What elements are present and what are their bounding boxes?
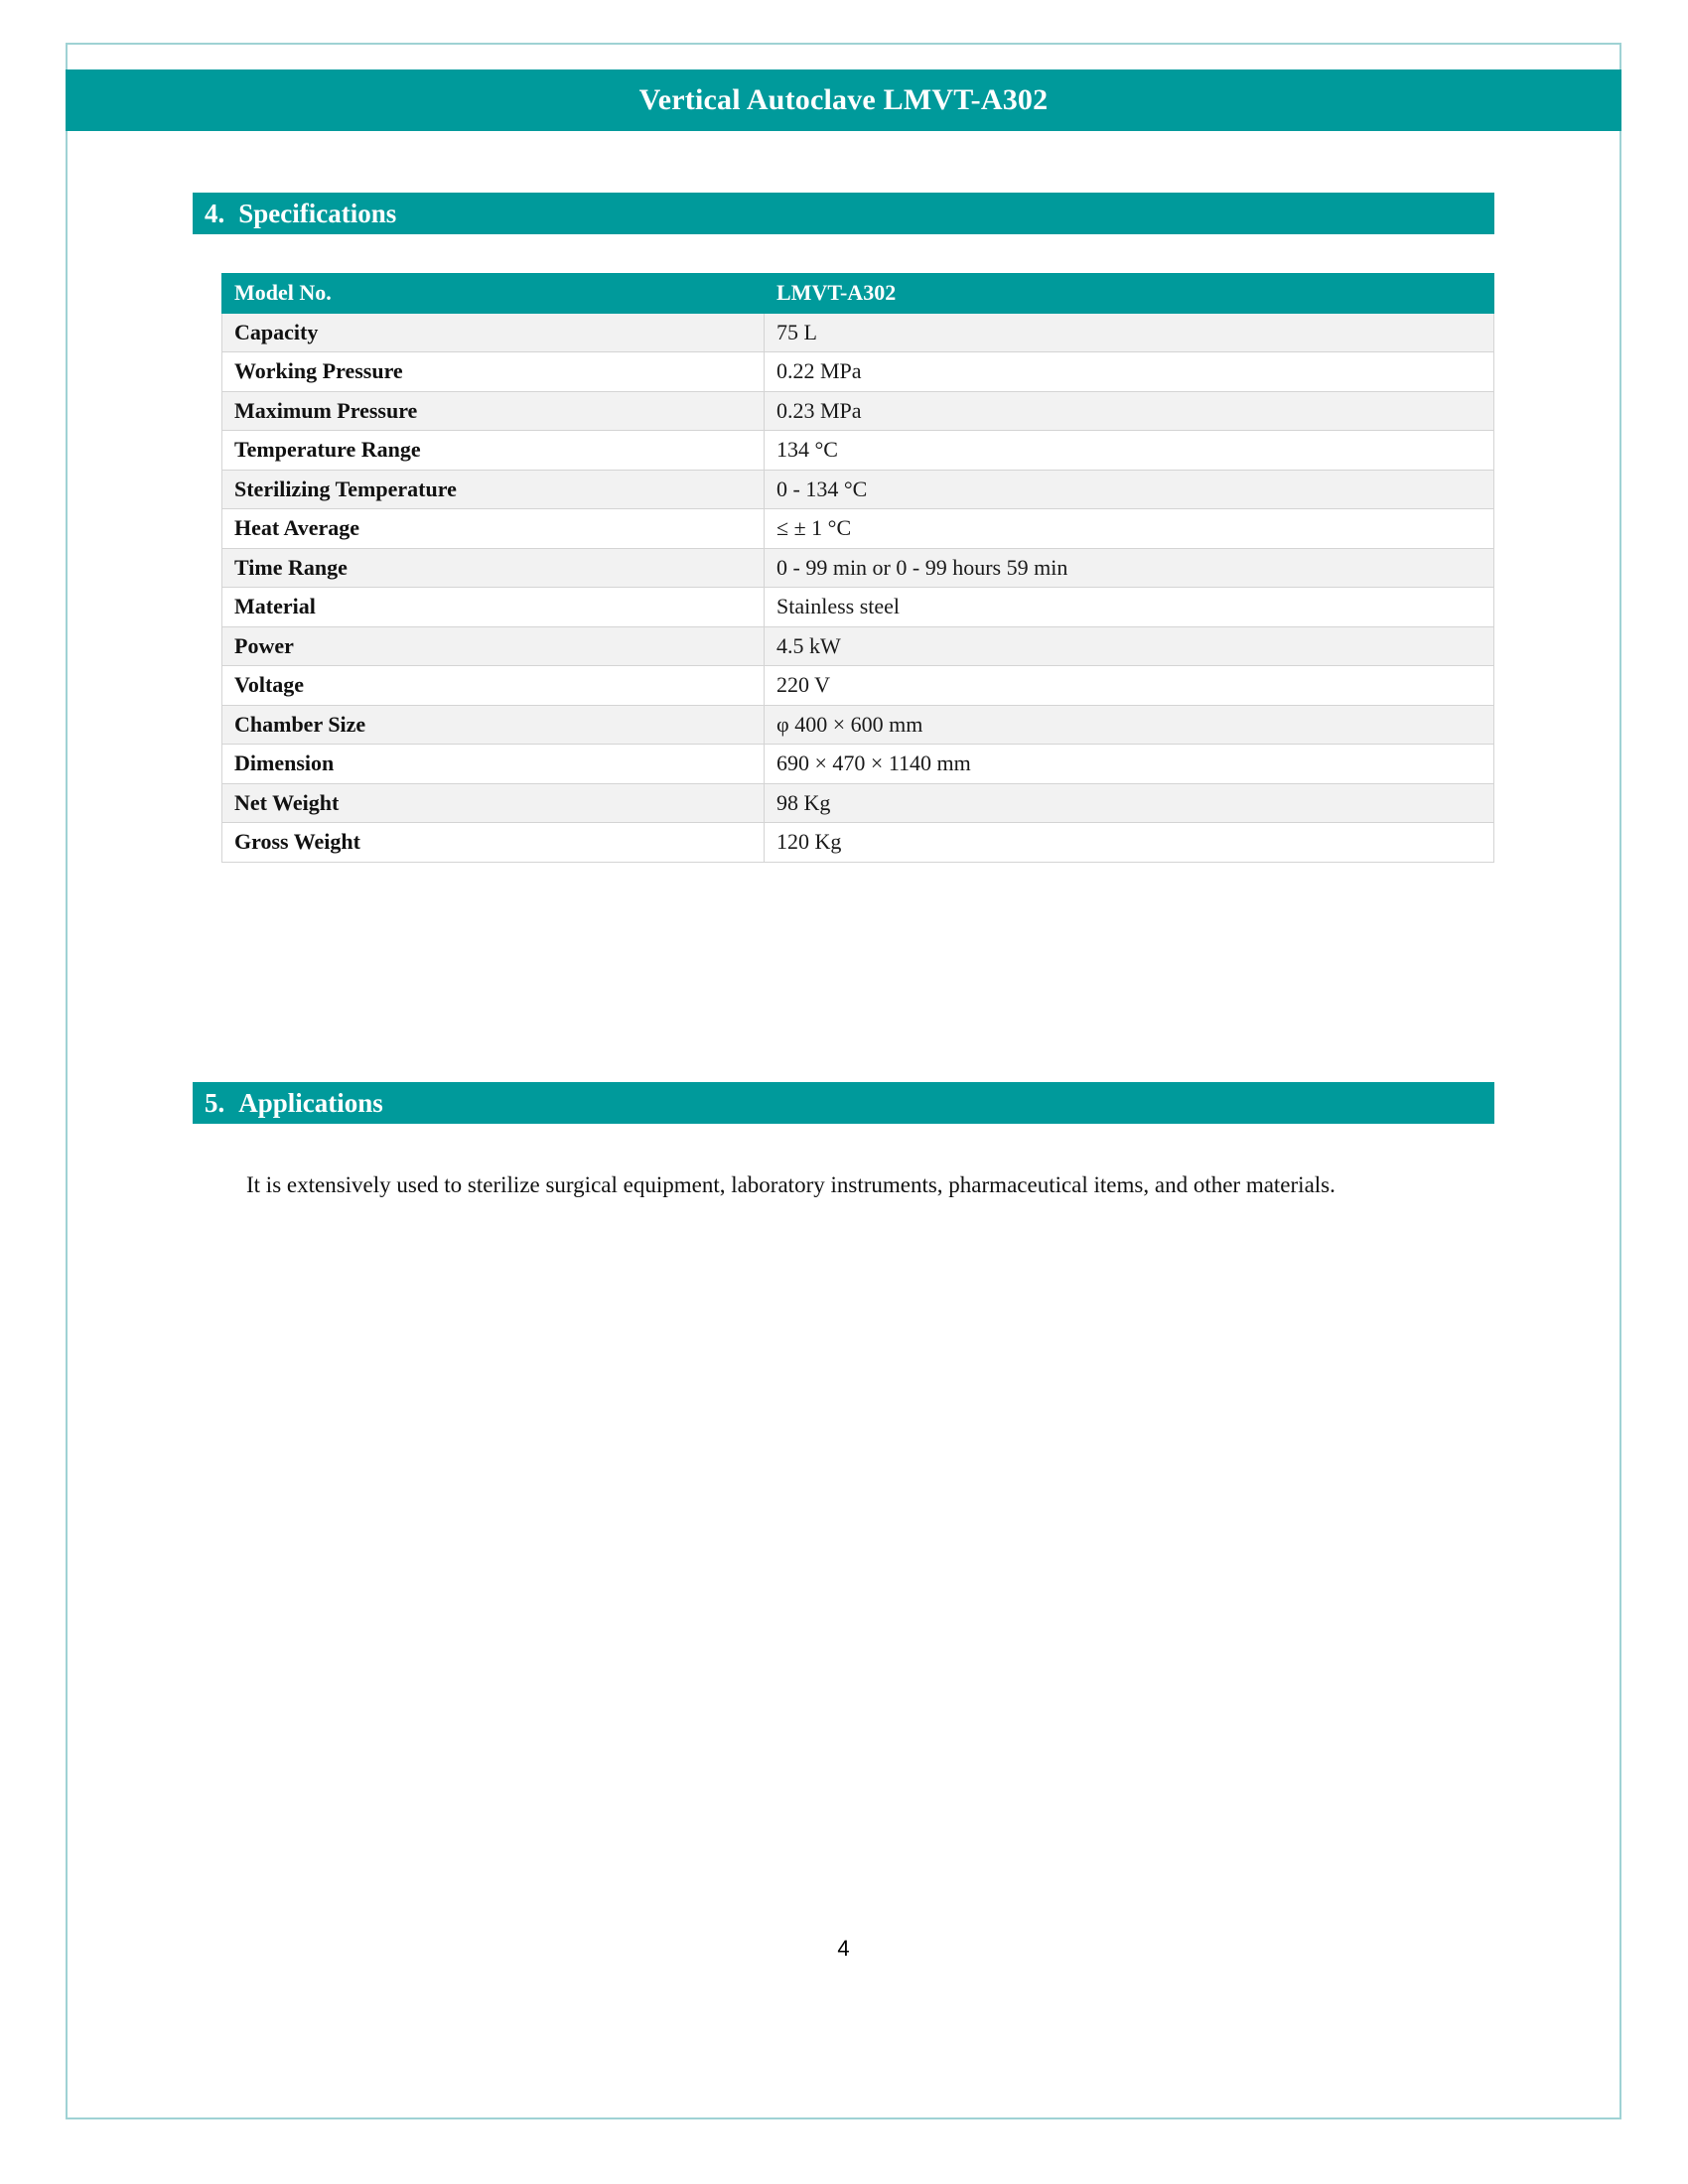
table-cell-value: 75 L [765, 313, 1494, 352]
table-cell-key: Net Weight [222, 783, 765, 823]
table-cell-key: Heat Average [222, 509, 765, 549]
table-cell-value: 134 °C [765, 431, 1494, 471]
applications-paragraph: It is extensively used to sterilize surgical equipment, laboratory instruments, pharmaceutical items, and other materials. [246, 1172, 1336, 1197]
table-cell-value: 0 - 134 °C [765, 470, 1494, 509]
table-cell-value: φ 400 × 600 mm [765, 705, 1494, 745]
table-cell-key: Chamber Size [222, 705, 765, 745]
table-row [222, 823, 1494, 863]
table-header-value: LMVT-A302 [765, 274, 1494, 314]
table-cell-key: Dimension [222, 745, 765, 784]
table-row [222, 745, 1494, 784]
table-cell-key: Maximum Pressure [222, 391, 765, 431]
table-row [222, 666, 1494, 706]
section-title-applications: Applications [238, 1087, 383, 1118]
table-cell-key: Temperature Range [222, 431, 765, 471]
section-title-specifications: Specifications [238, 198, 397, 228]
table-row [222, 548, 1494, 588]
specifications-table [221, 273, 1494, 863]
section-heading-specifications [193, 193, 1494, 234]
table-cell-value: ≤ ± 1 °C [765, 509, 1494, 549]
table-cell-key: Capacity [222, 313, 765, 352]
table-cell-value: Stainless steel [765, 588, 1494, 627]
table-cell-key: Power [222, 626, 765, 666]
table-row [222, 470, 1494, 509]
table-row [222, 588, 1494, 627]
table-header-key: Model No. [222, 274, 765, 314]
table-header-row [222, 274, 1494, 314]
table-cell-key: Time Range [222, 548, 765, 588]
table-cell-key: Material [222, 588, 765, 627]
table-cell-value: 120 Kg [765, 823, 1494, 863]
table-cell-value: 0.23 MPa [765, 391, 1494, 431]
table-row [222, 391, 1494, 431]
table-cell-key: Sterilizing Temperature [222, 470, 765, 509]
table-row [222, 783, 1494, 823]
section-number-applications: 5. [205, 1087, 225, 1118]
section-heading-applications [193, 1082, 1494, 1124]
table-cell-value: 98 Kg [765, 783, 1494, 823]
table-cell-value: 4.5 kW [765, 626, 1494, 666]
table-cell-value: 220 V [765, 666, 1494, 706]
table-row [222, 626, 1494, 666]
document-title-banner [66, 69, 1621, 131]
specifications-table-body [222, 313, 1494, 862]
table-row [222, 509, 1494, 549]
document-title: Vertical Autoclave LMVT-A302 [638, 83, 1049, 116]
table-cell-value: 0 - 99 min or 0 - 99 hours 59 min [765, 548, 1494, 588]
table-row [222, 705, 1494, 745]
table-cell-value: 0.22 MPa [765, 352, 1494, 392]
table-cell-key: Working Pressure [222, 352, 765, 392]
table-cell-key: Gross Weight [222, 823, 765, 863]
page-content [66, 131, 1621, 2119]
page-number: 4 [837, 1936, 850, 1961]
table-cell-value: 690 × 470 × 1140 mm [765, 745, 1494, 784]
table-row [222, 431, 1494, 471]
table-cell-key: Voltage [222, 666, 765, 706]
section-number-specifications: 4. [205, 198, 225, 228]
table-row [222, 352, 1494, 392]
table-row [222, 313, 1494, 352]
